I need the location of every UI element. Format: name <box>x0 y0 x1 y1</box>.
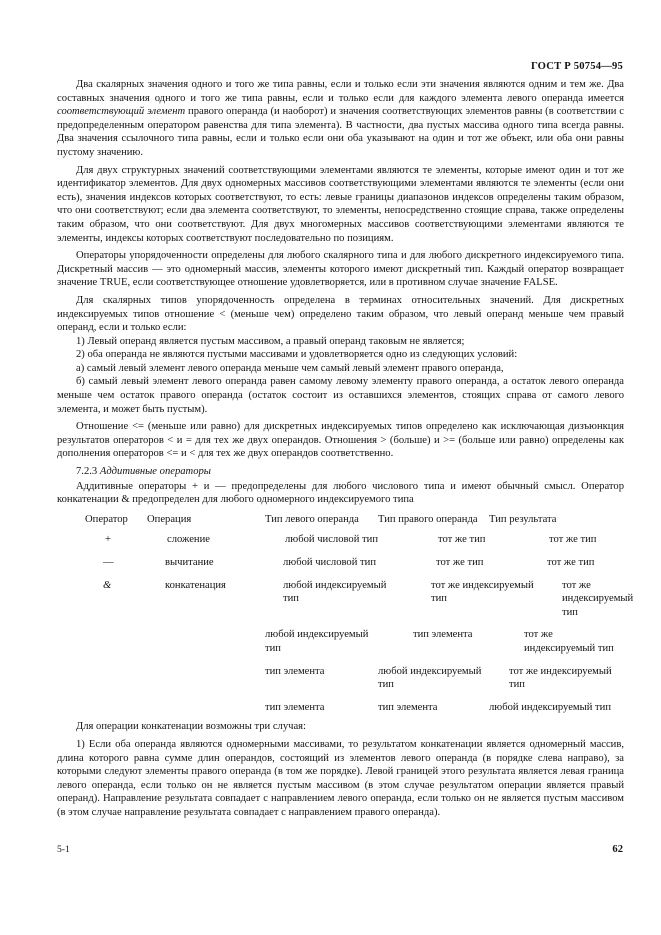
column-header-operator: Оператор <box>85 513 128 525</box>
table-row <box>57 579 634 620</box>
ordering-definition <box>57 294 624 416</box>
operator-cell <box>85 628 147 655</box>
operator-cell: — <box>103 557 114 568</box>
column-header-left: Тип левого операнда <box>265 513 359 525</box>
list-item: а) самый левый элемент левого операнда меньше чем самый левый элемент правого операнда, <box>76 362 504 374</box>
operator-cell <box>85 701 147 715</box>
list-item: б) самый левый элемент левого операнда равен самому левому элементу правого операнда, а остаток левого операнда меньше чем остаток правого операнда (остаток состоит из оставшихся элементов, стоящих справа от самого левого элемента, и может быть пустым). <box>57 376 624 415</box>
paragraph-concat-cases: Для операции конкатенации возможны три случая: <box>76 721 306 733</box>
right-type-cell: тот же индексируемый тип <box>431 579 534 605</box>
left-type-cell: любой индексируемый тип <box>265 629 369 654</box>
result-type-cell: тот же тип <box>547 557 595 568</box>
left-type-cell: любой числовой тип <box>283 557 377 568</box>
footer-signature: 5-1 <box>57 844 70 855</box>
operation-cell: конкатенация <box>165 579 226 591</box>
operation-cell <box>147 665 265 692</box>
operation-cell: сложение <box>167 534 210 546</box>
operation-cell: вычитание <box>165 557 214 568</box>
paragraph-text: правого операнда (и наоборот) и значения соответствующих элементов равны (в соответствии с предопределенным оператором равенства для типа элемента). В частности, два пустых массива одного типа всегда равны. Два значения ссылочного типа равны, если и только если они оба указывают на один и тот же объект, или оба они равны пустому значению. <box>57 106 624 158</box>
result-type-cell: тот же индексируемый тип <box>562 579 634 618</box>
page-number: 62 <box>612 844 623 855</box>
result-type-cell: тот же индексируемый тип <box>509 665 612 691</box>
right-type-cell: тот же тип <box>438 534 486 546</box>
column-header-operation: Операция <box>147 513 192 525</box>
list-item: 2) оба операнда не являются пустыми массивами и удовлетворяется одно из следующих условий: <box>76 349 518 361</box>
operator-cell <box>85 665 147 692</box>
result-type-cell: тот же индексируемый тип <box>524 629 614 654</box>
operation-cell <box>147 628 265 655</box>
left-type-cell: тип элемента <box>265 665 325 677</box>
paragraph-concat-case-1: 1) Если оба операнда являются одномерными массивами, то результатом конкатенации является одномерный массив, длина которого равна сумме длин операндов, состоящий из элементов левого операнда (в порядке слева направо), за которыми следуют элементы правого операнда (в том же порядке). Левой границей этого результата является левая граница левого операнда, если только он не является пустым массивом (в этом случае результатом операции является правый операнд). Направление результата совпадает с направлением левого операнда, если только он не является пустым массивом (в этом случае направление результата совпадает с направлением правого операнда). <box>57 738 624 818</box>
right-type-cell: любой индексируемый тип <box>378 665 482 691</box>
table-header-row <box>57 513 624 527</box>
paragraph-ordering-operators: Операторы упорядоченности определены для любого скалярного типа и для любого дискретного индексируемого типа. Дискретный массив — это одномерный массив, элементы которого имеют дискретный тип. Каждый оператор возвращает значение TRUE, если соответствующее отношение удовлетворяется, или в противном случае значение FALSE. <box>57 250 624 289</box>
left-type-cell: тип элемента <box>265 701 325 713</box>
section-number: 7.2.3 <box>76 466 100 478</box>
table-row <box>57 628 624 655</box>
table-row <box>57 533 624 547</box>
result-type-cell: любой индексируемый тип <box>489 701 612 713</box>
paragraph-additive-operators: Аддитивные операторы + и — предопределены для любого числового типа и имеют обычный смысл. Оператор конкатенации & предопределен для любого одномерного индексируемого типа <box>57 480 624 506</box>
left-type-cell: любой числовой тип <box>285 534 379 546</box>
column-header-right: Тип правого операнда <box>378 513 478 525</box>
right-type-cell: тот же тип <box>436 557 484 568</box>
section-title: Аддитивные операторы <box>99 466 211 478</box>
paragraph-corresponding-elements: Для двух структурных значений соответствующими элементами являются те элементы, которые имеют один и тот же идентификатор элементов. Для двух одномерных массивов соответствующими элементами являются те элементы (если они есть), значения индексов которых соответствуют, то есть: левые границы диапазонов индексов определены таким образом, что они соответствуют; если два элемента соответствуют, то элементы, непосредственно стоящие справа, также определены таким образом, что они соответствуют. Для двух многомерных массивов соответствующими элементами являются те элементы, индексы которых соответствуют последовательно по позициям. <box>57 164 624 244</box>
column-header-result: Тип результата <box>489 513 557 525</box>
operator-cell: + <box>105 534 111 546</box>
document-body <box>57 78 634 824</box>
emphasis-term: соответствующий элемент <box>57 106 186 118</box>
table-row <box>57 701 624 715</box>
operators-table <box>57 513 634 715</box>
right-type-cell: тип элемента <box>413 629 473 641</box>
operator-cell: & <box>103 579 112 591</box>
operation-cell <box>147 701 265 715</box>
table-row <box>57 556 624 570</box>
section-heading <box>76 465 624 479</box>
paragraph-relations: Отношение <= (меньше или равно) для дискретных индексируемых типов определено как исключающая дизъюнкция результатов операторов < и = для тех же двух операндов. Отношения > (больше) и >= (больше или равно) определены как дополнения операторов <= и < для тех же двух операндов соответственно. <box>57 421 624 460</box>
list-item: 1) Левый операнд является пустым массивом, а правый операнд таковым не является; <box>76 335 465 347</box>
table-row <box>57 665 624 692</box>
left-type-cell: любой индексируемый тип <box>283 579 387 605</box>
result-type-cell: тот же тип <box>549 534 597 546</box>
right-type-cell: тип элемента <box>378 701 438 713</box>
paragraph-equality <box>57 78 624 160</box>
paragraph-scalar-ordering: Для скалярных типов упорядоченность определена в терминах относительных значений. Для дискретных индексируемых типов отношение < (меньше чем) определено таким образом, что левый операнд меньше чем правый операнд, если и только если: <box>57 294 624 334</box>
standard-header: ГОСТ Р 50754—95 <box>530 61 623 72</box>
paragraph-text: Два скалярных значения одного и того же типа равны, если и только если эти значения являются одним и тем же. Два составных значения одного и того же типа равны, если и только если для каждого элемента левого операнда имеется <box>57 79 624 104</box>
